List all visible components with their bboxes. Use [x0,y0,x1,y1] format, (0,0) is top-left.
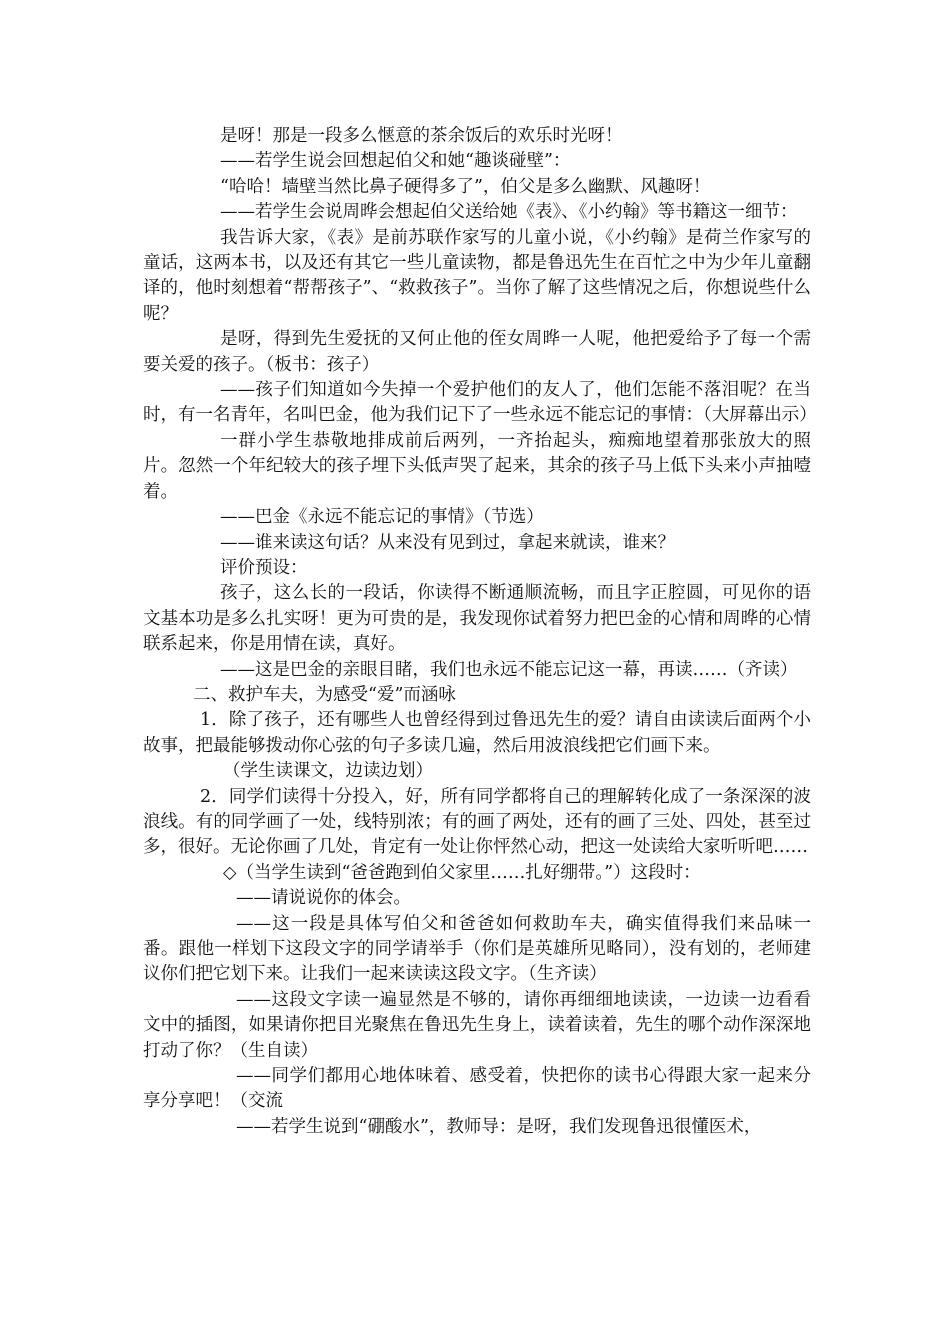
document-body [143,124,817,1140]
quoted-excerpt: 一群小学生恭敬地排成前后两列，一齐抬起头，痴痴地望着那张放大的照片。忽然一个年纪较大的孩子埋下头低声哭了起来，其余的孩子马上低下头来小声抽噎着。 [143,430,811,502]
paragraph: （学生读课文，边读边划） [223,761,433,782]
paragraph: ——请说说你的体会。 [236,888,411,909]
paragraph: ——若学生说到“硼酸水”，教师导：是呀，我们发现鲁迅很懂医术， [236,1116,762,1137]
paragraph: 孩子，这么长的一段话，你读得不断通顺流畅，而且字正腔圆，可见你的语文基本功是多么扎实呀！更为可贵的是，我发现你试着努力把巴金的心情和周晔的心情联系起来，你是用情在读，真好。 [143,583,811,655]
numbered-item: 2．同学们读得十分投入，好，所有同学都将自己的理解转化成了一条深深的波浪线。有的同学画了一处，线特别浓；有的画了两处，还有的画了三处、四处，甚至过多，很好。无论你画了几处，肯定有一处让你怦然心动，把这一处读给大家听听吧…… [143,786,811,858]
paragraph: ——同学们都用心地体味着、感受着，快把你的读书心得跟大家一起来分享分享吧！（交流 [143,1066,811,1112]
paragraph: ——这段文字读一遍显然是不够的，请你再细细地读读，一边读一边看看文中的插图，如果请你把目光聚焦在鲁迅先生身上，读着读着，先生的哪个动作深深地打动了你？（生自读） [143,989,811,1061]
paragraph: ——孩子们知道如今失掉一个爱护他们的友人了，他们怎能不落泪呢？在当时，有一名青年，名叫巴金，他为我们记下了一些永远不能忘记的事情：（大屏幕出示） [143,380,817,426]
numbered-item: 1．除了孩子，还有哪些人也曾经得到过鲁迅先生的爱？请自由读读后面两个小故事，把最能够拨动你心弦的句子多读几遍，然后用波浪线把它们画下来。 [143,710,811,756]
paragraph: “哈哈！墙壁当然比鼻子硬得多了”，伯父是多么幽默、风趣呀！ [220,176,711,197]
paragraph: 是呀，得到先生爱抚的又何止他的侄女周晔一人呢，他把爱给予了每一个需要关爱的孩子。（板书：孩子） [143,329,811,375]
paragraph: ——这一段是具体写伯父和爸爸如何救助车夫，确实值得我们来品味一番。跟他一样划下这段文字的同学请举手（你们是英雄所见略同），没有划的，老师建议你们把它划下来。让我们一起来读读这段文字。（生齐读） [143,913,811,985]
paragraph: ——若学生说会回想起伯父和她“趣谈碰壁”： [220,151,571,172]
paragraph: ——这是巴金的亲眼目睹，我们也永远不能忘记这一幕，再读……（齐读） [220,659,798,680]
paragraph: ——若学生会说周晔会想起伯父送给她《表》、《小约翰》等书籍这一细节： [220,202,798,223]
paragraph: ——谁来读这句话？从来没有见到过，拿起来就读，谁来？ [220,532,675,553]
paragraph: 评价预设： [220,557,308,578]
paragraph: 是呀！那是一段多么惬意的茶余饭后的欢乐时光呀！ [220,126,623,146]
paragraph: ◇（当学生读到“爸爸跑到伯父家里……扎好绷带。”）这段时： [223,862,701,883]
paragraph: 我告诉大家，《表》是前苏联作家写的儿童小说，《小约翰》是荷兰作家写的童话，这两本书，以及还有其它一些儿童读物，都是鲁迅先生在百忙之中为少年儿童翻译的，他时刻想着“帮帮孩子”、“救救孩子”。当你了解了这些情况之后，你想说些什么呢？ [143,227,811,324]
excerpt-source: ——巴金《永远不能忘记的事情》（节选） [220,507,544,528]
section-heading: 二、救护车夫，为感受“爱”而涵咏 [193,684,456,705]
